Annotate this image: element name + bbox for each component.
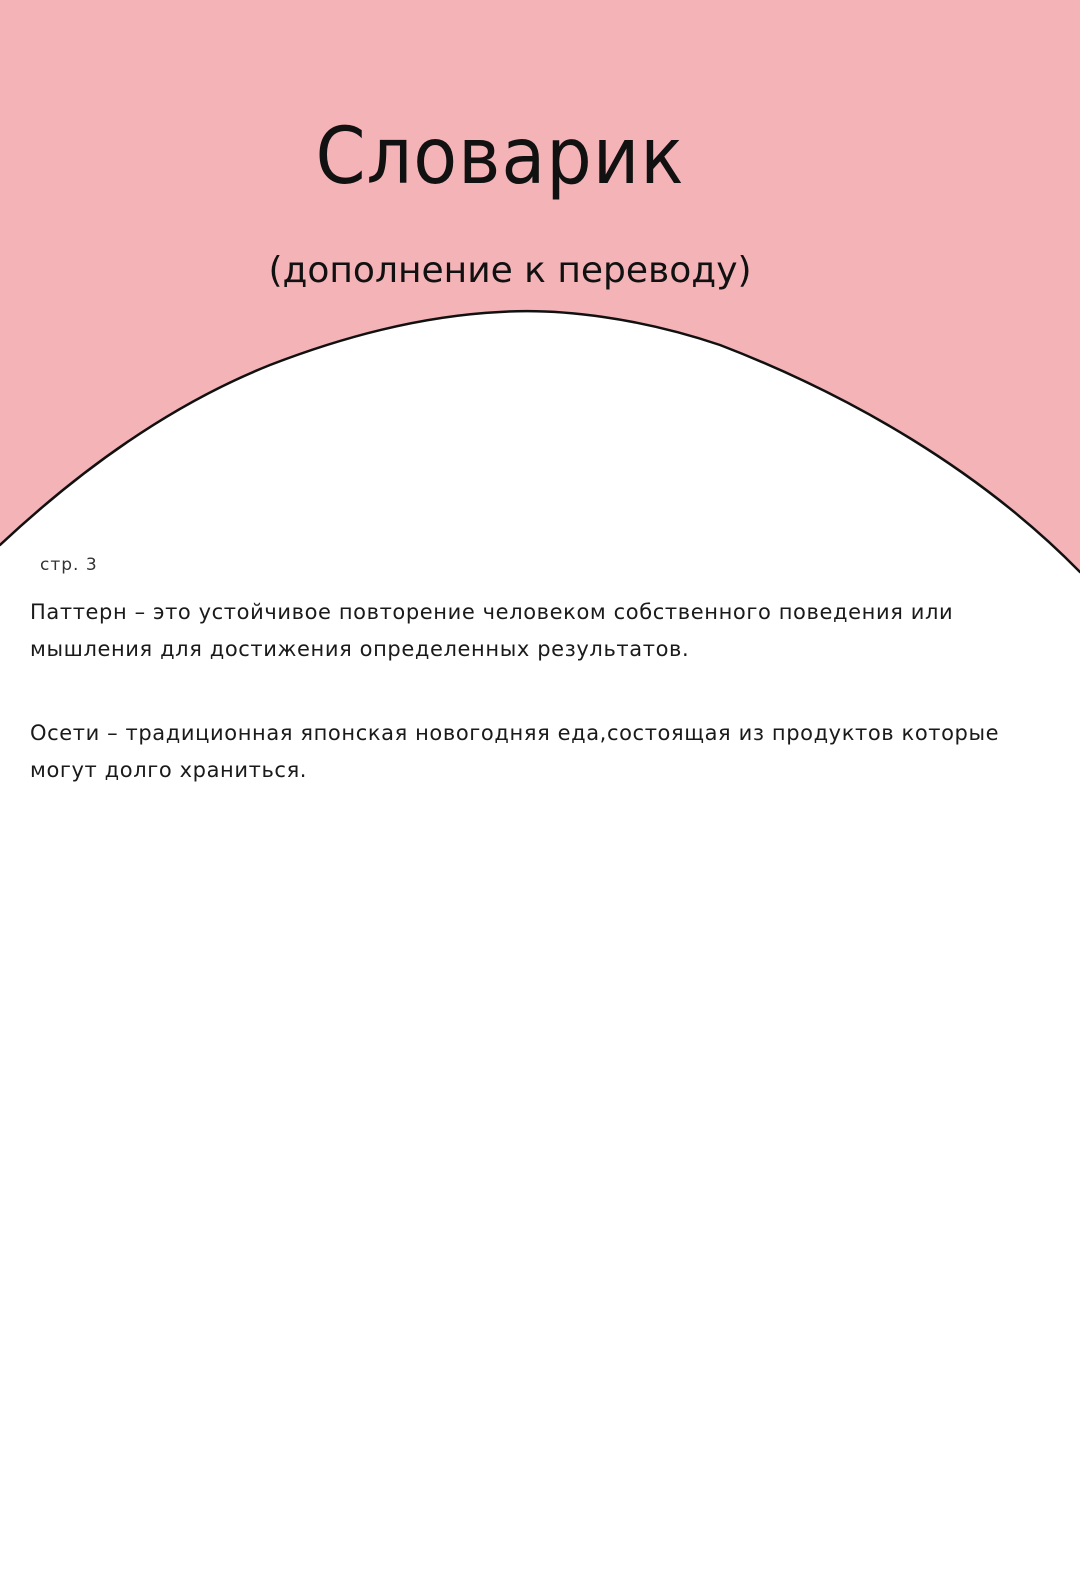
glossary-entry-pattern: Паттерн – это устойчивое повторение человеком собственного поведения или мышления для достижения определенных результатов. <box>30 600 954 661</box>
page-reference: стр. 3 <box>40 555 98 575</box>
page-title: Словарик <box>315 112 685 202</box>
header-background <box>0 0 1080 600</box>
page-subtitle: (дополнение к переводу) <box>268 250 752 291</box>
glossary-entry-osechi: Осети – традиционная японская новогодняя еда,состоящая из продуктов которые могут долго храниться. <box>30 721 1000 782</box>
glossary-list <box>30 594 1030 836</box>
